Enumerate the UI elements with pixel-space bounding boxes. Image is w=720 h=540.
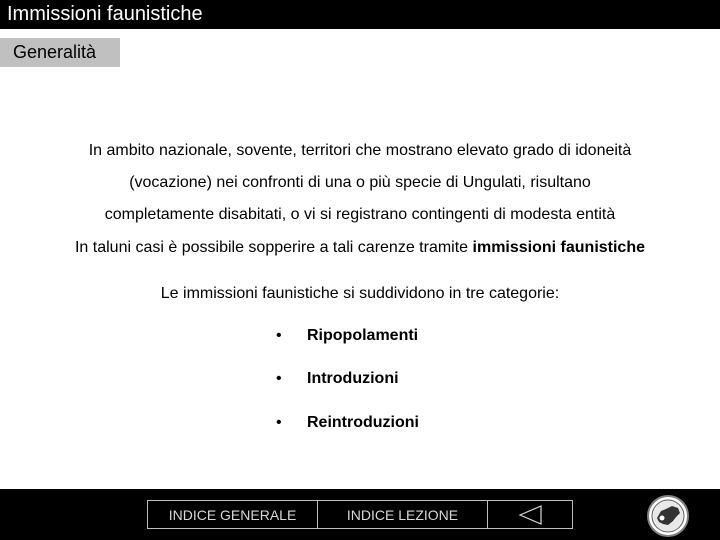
triangle-left-icon — [488, 501, 572, 528]
list-item-label: Reintroduzioni — [307, 414, 419, 431]
bullet: • — [276, 370, 282, 387]
bullet: • — [276, 327, 282, 344]
back-button[interactable] — [487, 500, 573, 529]
body-line-4-text: In taluni casi è possibile sopperire a tali carenze tramite — [74, 239, 473, 256]
body-line-4 — [0, 239, 720, 257]
body-line-3: completamente disabitati, o vi si registrano contingenti di modesta entità — [104, 206, 616, 223]
body-line-2: (vocazione) nei confronti di una o più specie di Ungulati, risultano — [129, 174, 591, 191]
body-line-1: In ambito nazionale, sovente, territori che mostrano elevato grado di idoneità — [88, 142, 632, 159]
highlight-term: immissioni faunistiche — [472, 239, 645, 256]
bullet: • — [276, 414, 282, 431]
index-general-button[interactable]: INDICE GENERALE — [147, 500, 318, 529]
university-logo-icon[interactable] — [646, 494, 690, 538]
list-item-label: Introduzioni — [307, 370, 399, 387]
section-tab-label: Generalità — [0, 38, 120, 67]
index-lesson-button[interactable]: INDICE LEZIONE — [317, 500, 488, 529]
categories-intro: Le immissioni faunistiche si suddividono in tre categorie: — [160, 285, 560, 302]
list-item-label: Ripopolamenti — [307, 327, 419, 344]
page-title: Immissioni faunistiche — [0, 0, 720, 29]
